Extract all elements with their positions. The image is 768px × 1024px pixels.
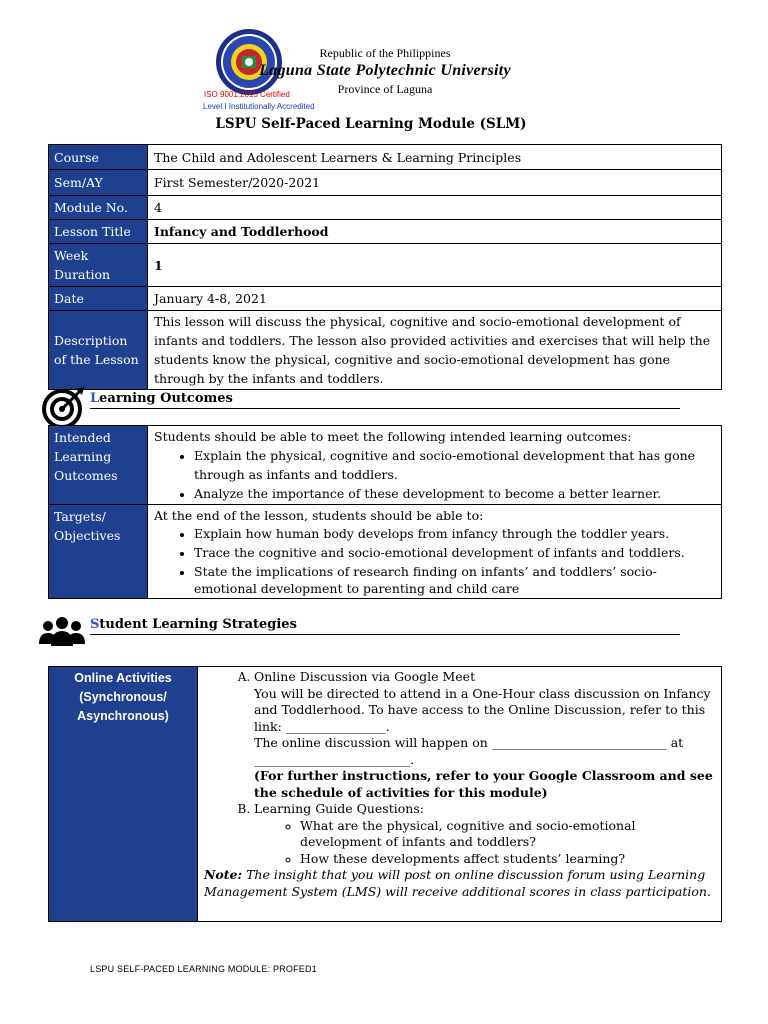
- note-label: Note:: [204, 867, 243, 882]
- intended-outcomes-cell: [148, 426, 722, 505]
- activity-b: [254, 801, 715, 867]
- online-activities-label: Online Activities (Synchronous/ Asynchronous): [49, 667, 198, 922]
- section-divider: [90, 408, 680, 409]
- activity-a-text3: (For further instructions, refer to your Google Classroom and see the schedule of activities for this module): [254, 768, 713, 800]
- list-item: • Explain the physical, cognitive and socio-emotional development that has gone through as infants and toddlers.: [194, 446, 715, 484]
- iso-certification: ISO 9001:2015 Certified: [204, 90, 290, 99]
- course-info-table: [48, 144, 722, 390]
- course-value: The Child and Adolescent Learners & Learning Principles: [148, 145, 722, 170]
- outcomes-table: [48, 425, 722, 599]
- list-item: • State the implications of research finding on infants’ and toddlers’ socio-emotional development to parenting and child care: [194, 563, 715, 597]
- list-item: • Explain how human body develops from infancy through the toddler years.: [194, 525, 715, 542]
- intended-outcomes-intro: Students should be able to meet the following intended learning outcomes:: [154, 429, 632, 444]
- learning-outcomes-initial: L: [90, 391, 100, 406]
- learning-outcomes-heading-text: earning Outcomes: [99, 391, 233, 406]
- module-no-label: Module No.: [49, 196, 148, 220]
- activity-a-text2: The online discussion will happen on ____________________________ at _________________________.: [254, 735, 684, 767]
- activity-a: [254, 669, 715, 801]
- date-value: January 4-8, 2021: [148, 287, 722, 311]
- list-item: ◦ What are the physical, cognitive and socio-emotional development of infants and toddlers?: [300, 818, 715, 851]
- targets-cell: [148, 505, 722, 599]
- lesson-title-label: Lesson Title: [49, 220, 148, 244]
- republic-line: Republic of the Philippines: [319, 46, 451, 60]
- learning-strategies-heading-text: tudent Learning Strategies: [99, 617, 297, 632]
- activity-b-title: B. Learning Guide Questions:: [254, 801, 424, 816]
- learning-strategies-initial: S: [90, 617, 100, 632]
- province-line: Province of Laguna: [337, 82, 433, 96]
- section-divider: [90, 634, 680, 635]
- intended-outcomes-label: Intended Learning Outcomes: [49, 426, 148, 505]
- activity-a-title: A. Online Discussion via Google Meet: [254, 669, 476, 684]
- sem-value: First Semester/2020-2021: [148, 170, 722, 196]
- learning-strategies-heading: [90, 617, 297, 632]
- sem-label: Sem/AY: [49, 170, 148, 196]
- module-title: LSPU Self-Paced Learning Module (SLM): [215, 116, 527, 132]
- people-group-icon: [38, 614, 86, 650]
- description-label: Description of the Lesson: [49, 311, 148, 390]
- targets-intro: At the end of the lesson, students should be able to:: [154, 508, 484, 523]
- description-value: This lesson will discuss the physical, cognitive and socio-emotional development of infants and toddlers. The lesson also provided activities and exercises that will help the students know the physical, cognitive and socio-emotional development has gone through by the infants and toddlers.: [148, 311, 722, 390]
- target-icon: [42, 385, 86, 429]
- page-footer: LSPU SELF-PACED LEARNING MODULE: PROFED1: [90, 964, 317, 974]
- note-body: The insight that you will post on online discussion forum using Learning Management System (LMS) will receive additional scores in class participation.: [204, 867, 711, 899]
- strategies-table: [48, 666, 722, 922]
- list-item: • Analyze the importance of these development to become a better learner.: [194, 484, 715, 503]
- online-activities-cell: [198, 667, 722, 922]
- list-item: ◦ How these developments affect students’ learning?: [300, 851, 715, 868]
- learning-outcomes-heading: [90, 391, 233, 406]
- week-duration-value: 1: [148, 244, 722, 287]
- list-item: • Trace the cognitive and socio-emotional development of infants and toddlers.: [194, 544, 715, 561]
- date-label: Date: [49, 287, 148, 311]
- activity-a-text1: You will be directed to attend in a One-Hour class discussion on Infancy and Toddlerhood. To have access to the Online Discussion, refer to this link: ________________.: [254, 685, 711, 734]
- accreditation-label: Level I Institutionally Accredited: [203, 102, 315, 111]
- targets-label: Targets/ Objectives: [49, 505, 148, 599]
- university-name: Laguna State Polytechnic University: [259, 62, 511, 79]
- course-label: Course: [49, 145, 148, 170]
- lesson-title-value: Infancy and Toddlerhood: [148, 220, 722, 244]
- module-no-value: 4: [148, 196, 722, 220]
- week-duration-label: Week Duration: [49, 244, 148, 287]
- note-text: [204, 867, 715, 900]
